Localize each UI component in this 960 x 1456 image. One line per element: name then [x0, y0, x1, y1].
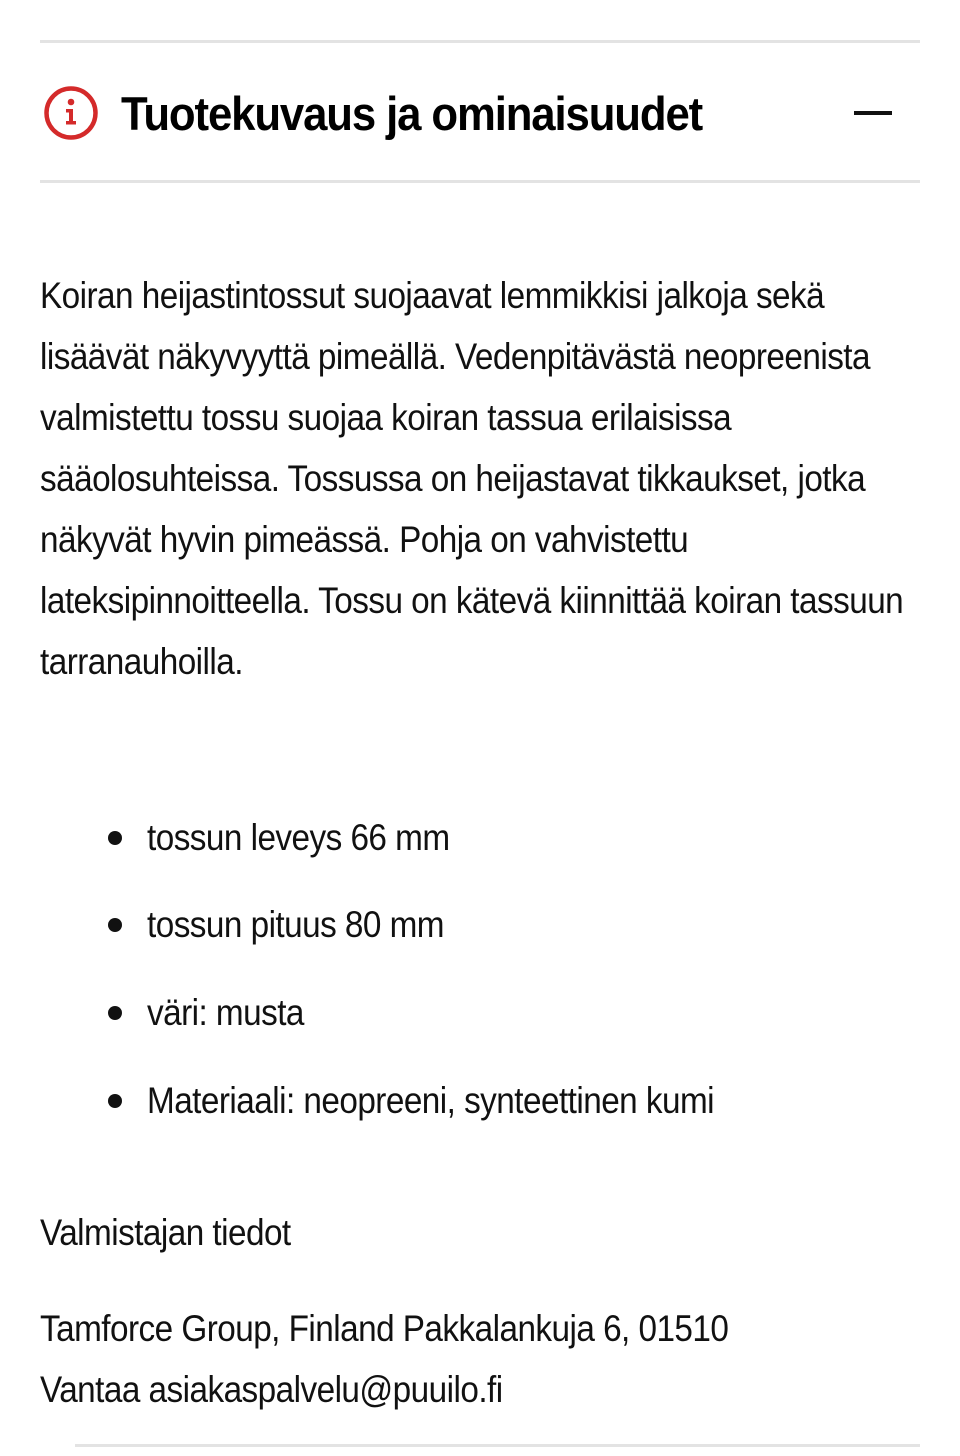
top-divider [40, 40, 920, 43]
manufacturer-info [40, 1298, 904, 1420]
bullet-icon [108, 1094, 122, 1108]
product-description [40, 265, 904, 692]
feature-text: tossun pituus 80 mm [147, 904, 444, 945]
list-item [108, 1071, 777, 1131]
description-text: Koiran heijastintossut suojaavat lemmikkisi jalkoja sekä lisäävät näkyvyyttä pimeällä. Vedenpitävästä neopreenista valmistettu tossu suojaa koiran tassua erilaisissa sääolosuhteissa. Tossussa on heijastavat tikkaukset, jotka näkyvät hyvin pimeässä. Pohja on vahvistettu lateksipinnoitteella. Tossu on kätevä kiinnittää koiran tassuun tarranauhoilla. [40, 275, 904, 682]
feature-text: väri: musta [147, 992, 304, 1033]
list-item [108, 983, 321, 1043]
section-title: Tuotekuvaus ja ominaisuudet [121, 86, 703, 140]
bullet-icon [108, 831, 122, 845]
header-divider [40, 180, 920, 183]
minus-icon [854, 111, 892, 115]
list-item [108, 895, 477, 955]
collapse-button[interactable] [854, 110, 894, 116]
manufacturer-heading: Valmistajan tiedot [40, 1212, 291, 1253]
list-item [108, 808, 483, 868]
accordion-header[interactable] [40, 44, 920, 182]
info-circle-icon [43, 85, 99, 141]
feature-text: tossun leveys 66 mm [147, 817, 450, 858]
bullet-icon [108, 918, 122, 932]
feature-text: Materiaali: neopreeni, synteettinen kumi [147, 1080, 715, 1121]
bottom-divider [75, 1444, 920, 1447]
manufacturer-address: Tamforce Group, Finland Pakkalankuja 6, 01510 [40, 1308, 729, 1349]
bullet-icon [108, 1006, 122, 1020]
manufacturer-contact: Vantaa asiakaspalvelu@puuilo.fi [40, 1369, 503, 1410]
